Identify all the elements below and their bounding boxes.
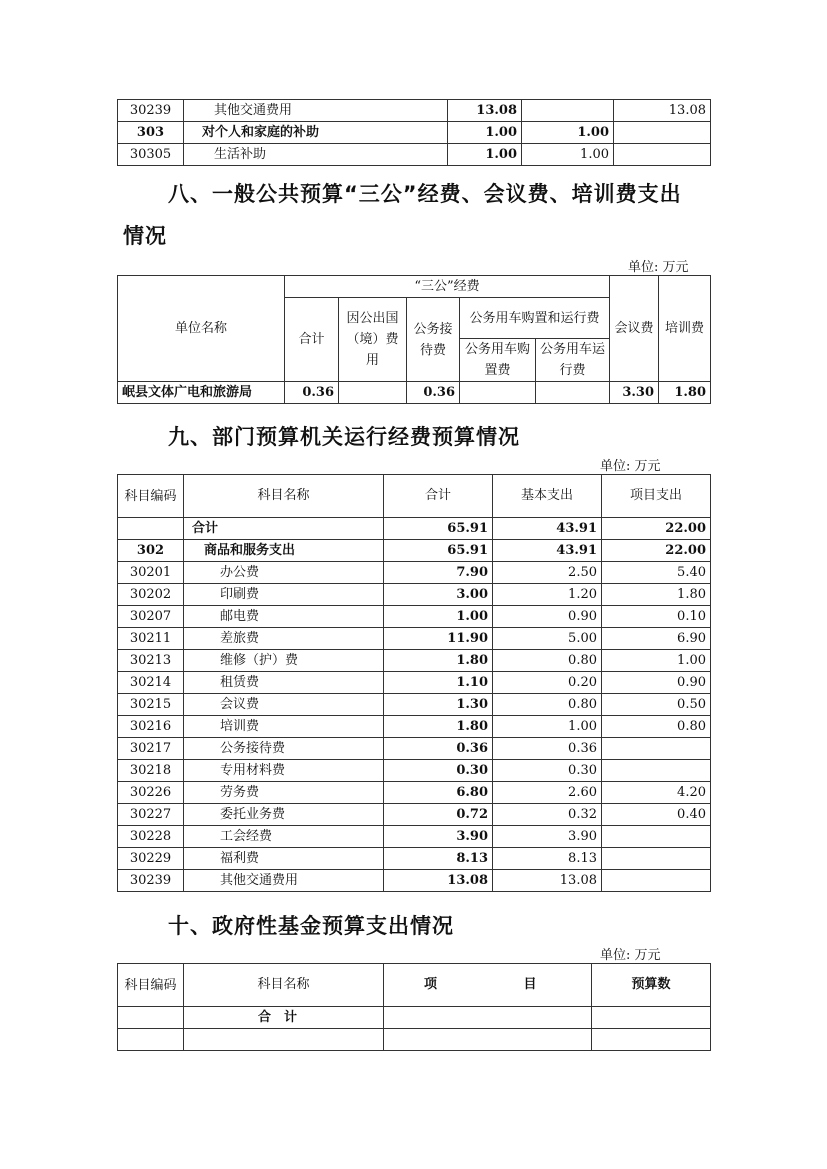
table-row: [118, 100, 711, 122]
total-label: 合 计: [184, 1007, 384, 1029]
total-cell: 11.90: [384, 628, 493, 650]
table-row: [118, 848, 711, 870]
basic-cell: 1.00: [493, 716, 602, 738]
project-cell: 5.40: [602, 562, 711, 584]
table-row: [118, 760, 711, 782]
total-cell: 1.80: [384, 716, 493, 738]
total-cell: 0.36: [384, 738, 493, 760]
basic-cell: 0.32: [493, 804, 602, 826]
name-cell: 其他交通费用: [184, 870, 384, 892]
code-cell: 302: [118, 540, 184, 562]
project-cell: 0.80: [602, 716, 711, 738]
project-cell: 1.00: [602, 650, 711, 672]
name-cell: 生活补助: [184, 144, 448, 166]
total-cell: 3.00: [384, 584, 493, 606]
total-cell: 1.00: [448, 122, 522, 144]
run-cell: [536, 382, 610, 404]
abroad-header: 因公出国（境）费用: [339, 298, 407, 382]
project-cell: 1.80: [602, 584, 711, 606]
basic-cell: 1.00: [522, 122, 614, 144]
table-row: [118, 782, 711, 804]
code-header: 科目编码: [118, 475, 184, 518]
table-row: [118, 804, 711, 826]
name-cell: 委托业务费: [184, 804, 384, 826]
total-cell: 8.13: [384, 848, 493, 870]
name-cell: 印刷费: [184, 584, 384, 606]
project-cell: 0.40: [602, 804, 711, 826]
meeting-cell: 3.30: [610, 382, 659, 404]
total-cell: 3.90: [384, 826, 493, 848]
table-row: [118, 826, 711, 848]
code-cell: 30211: [118, 628, 184, 650]
abroad-cell: [339, 382, 407, 404]
total-cell: 0.72: [384, 804, 493, 826]
total-cell: 0.30: [384, 760, 493, 782]
section9-unit: 单位: 万元: [600, 459, 661, 474]
table-row: [118, 628, 711, 650]
basic-cell: 1.20: [493, 584, 602, 606]
table-row: [118, 562, 711, 584]
project-cell: 22.00: [602, 540, 711, 562]
code-cell: 30227: [118, 804, 184, 826]
basic-cell: 5.00: [493, 628, 602, 650]
table-row: [118, 650, 711, 672]
basic-cell: 0.80: [493, 694, 602, 716]
basic-cell: 43.91: [493, 540, 602, 562]
table-row: [118, 738, 711, 760]
vehicle-purchase-header: 公务用车购置费: [460, 339, 536, 382]
code-cell: 30207: [118, 606, 184, 628]
code-cell: 30213: [118, 650, 184, 672]
table-row: [118, 1029, 711, 1051]
basic-cell: 8.13: [493, 848, 602, 870]
project-cell: 0.90: [602, 672, 711, 694]
name-cell: 其他交通费用: [184, 100, 448, 122]
code-cell: 30201: [118, 562, 184, 584]
table-row: [118, 606, 711, 628]
name-header: 科目名称: [184, 964, 384, 1007]
project-cell: 0.50: [602, 694, 711, 716]
basic-cell: 13.08: [493, 870, 602, 892]
section8-unit: 单位: 万元: [628, 260, 689, 275]
code-cell: 30202: [118, 584, 184, 606]
project-cell: [602, 826, 711, 848]
code-cell: [118, 1007, 184, 1029]
sangong-table: [117, 275, 711, 404]
basic-cell: 43.91: [493, 518, 602, 540]
name-cell: 劳务费: [184, 782, 384, 804]
section8-title-cont: 情况: [123, 224, 167, 248]
unit-name-header: 单位名称: [118, 276, 285, 382]
gov-fund-table: [117, 963, 711, 1051]
project-cell: [602, 870, 711, 892]
meeting-header: 会议费: [610, 276, 659, 382]
total-cell: 0.36: [285, 382, 339, 404]
project-cell: 4.20: [602, 782, 711, 804]
name-cell: 合计: [184, 518, 384, 540]
budget-cell: [592, 1007, 711, 1029]
basic-cell: 0.30: [493, 760, 602, 782]
project-cell: [614, 144, 711, 166]
item-header: [384, 964, 592, 1007]
code-cell: 30239: [118, 870, 184, 892]
basic-header: 基本支出: [493, 475, 602, 518]
table-row: [118, 382, 711, 404]
code-cell: 30226: [118, 782, 184, 804]
vehicle-run-header: 公务用车运行费: [536, 339, 610, 382]
total-cell: 65.91: [384, 518, 493, 540]
budget-header: 预算数: [592, 964, 711, 1007]
reception-cell: 0.36: [407, 382, 460, 404]
code-cell: 30229: [118, 848, 184, 870]
table-row: [118, 122, 711, 144]
basic-cell: 0.20: [493, 672, 602, 694]
table-row: [118, 144, 711, 166]
basic-cell: 1.00: [522, 144, 614, 166]
training-header: 培训费: [659, 276, 711, 382]
name-cell: 公务接待费: [184, 738, 384, 760]
section10-unit: 单位: 万元: [600, 948, 661, 963]
total-header: 合计: [285, 298, 339, 382]
total-cell: 1.10: [384, 672, 493, 694]
name-cell: 对个人和家庭的补助: [184, 122, 448, 144]
top-table: [117, 99, 711, 166]
project-cell: [614, 122, 711, 144]
name-cell: 租赁费: [184, 672, 384, 694]
total-cell: 65.91: [384, 540, 493, 562]
total-cell: 13.08: [384, 870, 493, 892]
basic-cell: 0.90: [493, 606, 602, 628]
reception-header: 公务接待费: [407, 298, 460, 382]
name-header: 科目名称: [184, 475, 384, 518]
project-cell: 6.90: [602, 628, 711, 650]
code-cell: 30215: [118, 694, 184, 716]
name-cell: 会议费: [184, 694, 384, 716]
code-cell: 30217: [118, 738, 184, 760]
name-cell: 维修（护）费: [184, 650, 384, 672]
project-cell: [602, 760, 711, 782]
total-cell: 13.08: [448, 100, 522, 122]
item-cell: [384, 1029, 592, 1051]
name-cell: 工会经费: [184, 826, 384, 848]
code-cell: 30305: [118, 144, 184, 166]
item-header-a: 项: [424, 977, 438, 992]
project-header: 项目支出: [602, 475, 711, 518]
total-header: 合计: [384, 475, 493, 518]
table-row: [118, 716, 711, 738]
name-cell: 差旅费: [184, 628, 384, 650]
section8-title: 八、一般公共预算“三公”经费、会议费、培训费支出: [168, 182, 682, 206]
basic-cell: 3.90: [493, 826, 602, 848]
project-cell: [602, 738, 711, 760]
vehicle-header: 公务用车购置和运行费: [460, 298, 610, 339]
basic-cell: 2.50: [493, 562, 602, 584]
code-cell: [118, 1029, 184, 1051]
code-cell: 303: [118, 122, 184, 144]
code-header: 科目编码: [118, 964, 184, 1007]
basic-cell: [522, 100, 614, 122]
table-row: [118, 870, 711, 892]
budget-cell: [592, 1029, 711, 1051]
project-cell: [602, 848, 711, 870]
table-row: [118, 540, 711, 562]
project-cell: 13.08: [614, 100, 711, 122]
name-cell: 办公费: [184, 562, 384, 584]
table-row: [118, 1007, 711, 1029]
total-cell: 1.00: [384, 606, 493, 628]
table-row: [118, 694, 711, 716]
basic-cell: 2.60: [493, 782, 602, 804]
section9-title: 九、部门预算机关运行经费预算情况: [168, 425, 520, 449]
code-cell: 30228: [118, 826, 184, 848]
code-cell: 30214: [118, 672, 184, 694]
running-cost-table: [117, 474, 711, 892]
training-cell: 1.80: [659, 382, 711, 404]
name-cell: 邮电费: [184, 606, 384, 628]
code-cell: 30216: [118, 716, 184, 738]
table-row: [118, 672, 711, 694]
total-cell: 6.80: [384, 782, 493, 804]
project-cell: 22.00: [602, 518, 711, 540]
code-cell: [118, 518, 184, 540]
basic-cell: 0.80: [493, 650, 602, 672]
name-cell: 商品和服务支出: [184, 540, 384, 562]
sangong-header: “三公”经费: [285, 276, 610, 298]
unit-name-cell: 岷县文体广电和旅游局: [118, 382, 285, 404]
total-cell: 1.30: [384, 694, 493, 716]
total-cell: 1.80: [384, 650, 493, 672]
table-row: [118, 518, 711, 540]
name-cell: [184, 1029, 384, 1051]
item-header-b: 目: [523, 977, 537, 992]
name-cell: 专用材料费: [184, 760, 384, 782]
name-cell: 福利费: [184, 848, 384, 870]
name-cell: 培训费: [184, 716, 384, 738]
basic-cell: 0.36: [493, 738, 602, 760]
total-cell: 7.90: [384, 562, 493, 584]
purchase-cell: [460, 382, 536, 404]
section10-title: 十、政府性基金预算支出情况: [168, 914, 454, 938]
total-cell: 1.00: [448, 144, 522, 166]
item-cell: [384, 1007, 592, 1029]
project-cell: 0.10: [602, 606, 711, 628]
code-cell: 30239: [118, 100, 184, 122]
table-row: [118, 584, 711, 606]
code-cell: 30218: [118, 760, 184, 782]
